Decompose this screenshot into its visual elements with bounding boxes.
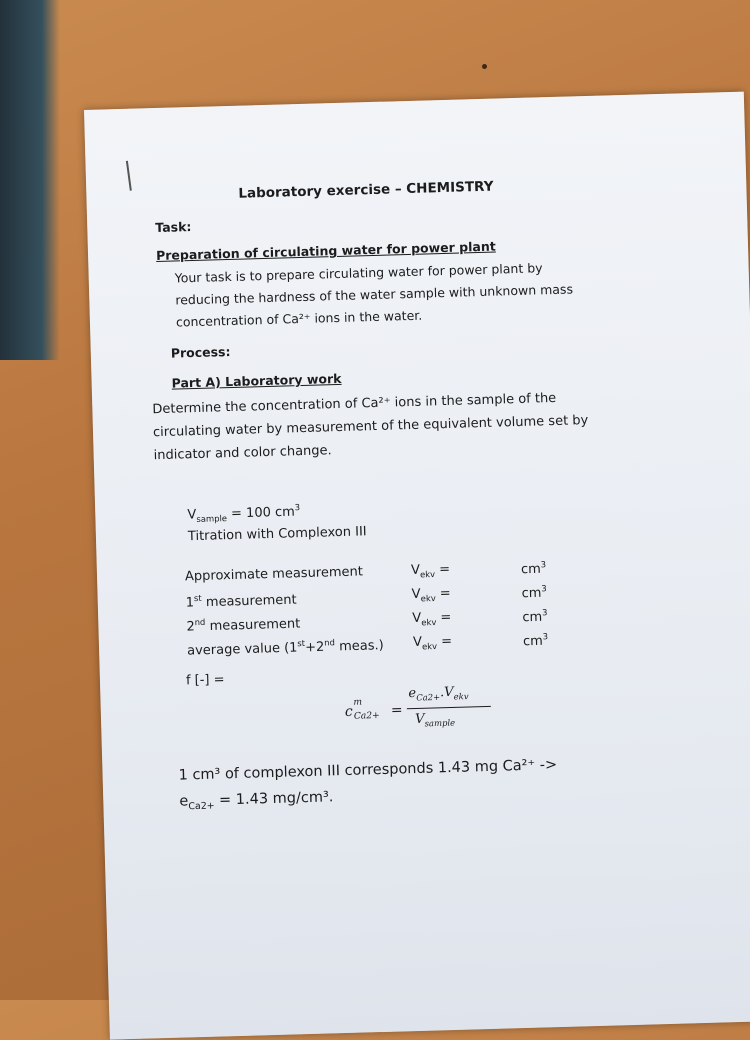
sample-volume-sup: 3: [294, 502, 301, 513]
formula-lhs-sub: Ca2+: [353, 710, 380, 722]
measurement-var-sub: ekv: [421, 616, 437, 628]
paper-sheet: [84, 92, 750, 1040]
titration-method: Titration with Complexon III: [187, 524, 367, 545]
formula-numerator: [408, 684, 468, 702]
measurement-unit-first: [521, 583, 547, 601]
formula-denominator: [415, 711, 455, 729]
background-dark-object: [0, 0, 60, 360]
process-label: Process:: [170, 344, 231, 361]
measurement-var-second: [412, 610, 451, 628]
table-spot: [482, 64, 487, 69]
task-line: Your task is to prepare circulating water for power plant by: [174, 260, 543, 286]
measurement-unit-sup: 3: [542, 631, 549, 642]
measurement-var: V: [411, 586, 421, 603]
measurement-eq: =: [436, 633, 453, 650]
formula-lhs-sup: m: [353, 697, 363, 708]
part-a-line: indicator and color change.: [153, 443, 332, 464]
measurement-unit-second: [522, 607, 548, 625]
equivalence-value: [179, 789, 334, 812]
measurement-unit: cm: [521, 585, 542, 602]
measurement-unit-average: [523, 631, 549, 649]
formula-den-var: V: [414, 711, 425, 727]
formula-den-sub: sample: [424, 717, 456, 729]
measurement-eq: =: [435, 585, 451, 602]
measurement-var-first: [411, 586, 450, 604]
task-label: Task:: [155, 219, 192, 236]
equivalence-sub: Ca2+: [188, 800, 215, 813]
part-a-description: [152, 386, 589, 467]
measurement-var-sub: ekv: [421, 640, 438, 652]
formula-num-sub: Ca2+: [416, 691, 441, 703]
formula-lhs: [344, 697, 380, 722]
formula-equals: =: [390, 702, 403, 719]
measurement-var: V: [412, 610, 422, 627]
factor-label: f [-] =: [185, 672, 225, 689]
formula-num-var: e: [408, 685, 417, 702]
measurement-unit-sup: 3: [540, 559, 547, 570]
pen-mark: [126, 161, 132, 191]
measurement-eq: =: [434, 561, 451, 578]
measurement-unit: cm: [522, 633, 544, 650]
measurement-unit-sup: 3: [541, 607, 548, 618]
measurement-unit: cm: [522, 609, 543, 626]
measurement-var-sub: ekv: [419, 568, 436, 580]
task-line: reducing the hardness of the water sample with unknown mass: [175, 281, 574, 308]
measurement-unit-sup: 3: [541, 583, 547, 594]
equivalence-rest: = 1.43 mg/cm³.: [214, 789, 334, 809]
measurement-unit: cm: [520, 561, 542, 578]
measurement-label-average: average value (1st+2nd meas.): [186, 637, 384, 659]
sample-volume-value: = 100 cm: [226, 504, 296, 522]
task-line: concentration of Ca²⁺ ions in the water.: [175, 307, 423, 330]
equivalence-var: e: [179, 793, 189, 810]
part-a-label: Part A) Laboratory work: [171, 370, 342, 391]
part-a-line: circulating water by measurement of the equivalent volume set by: [152, 413, 589, 441]
measurement-label-second: 2nd measurement: [186, 616, 301, 635]
measurement-var: V: [412, 634, 423, 651]
fraction-bar: [407, 706, 491, 709]
equivalence-statement: 1 cm³ of complexon III corresponds 1.43 mg Ca²⁺ ->: [178, 757, 558, 784]
measurement-label-first: 1st measurement: [185, 592, 297, 611]
measurement-var-approx: [411, 562, 450, 580]
page-title: Laboratory exercise – CHEMISTRY: [238, 178, 494, 202]
measurement-unit-approx: [521, 559, 547, 577]
measurement-var: V: [410, 562, 421, 579]
task-description: [174, 256, 573, 333]
sample-volume: [187, 502, 300, 524]
task-title: Preparation of circulating water for power plant: [155, 238, 496, 264]
formula-lhs-var: c: [344, 703, 353, 720]
sample-volume-var: V: [187, 507, 197, 523]
measurement-var-sub: ekv: [420, 592, 436, 604]
sample-volume-sub: sample: [196, 513, 228, 524]
measurement-label-approx: Approximate measurement: [184, 564, 364, 585]
measurement-eq: =: [436, 609, 452, 626]
part-a-line: Determine the concentration of Ca²⁺ ions in the sample of the: [152, 390, 557, 418]
measurement-var-average: [413, 634, 452, 652]
formula-num-rest: .V: [439, 684, 454, 701]
formula-num-sub2: ekv: [453, 691, 469, 702]
